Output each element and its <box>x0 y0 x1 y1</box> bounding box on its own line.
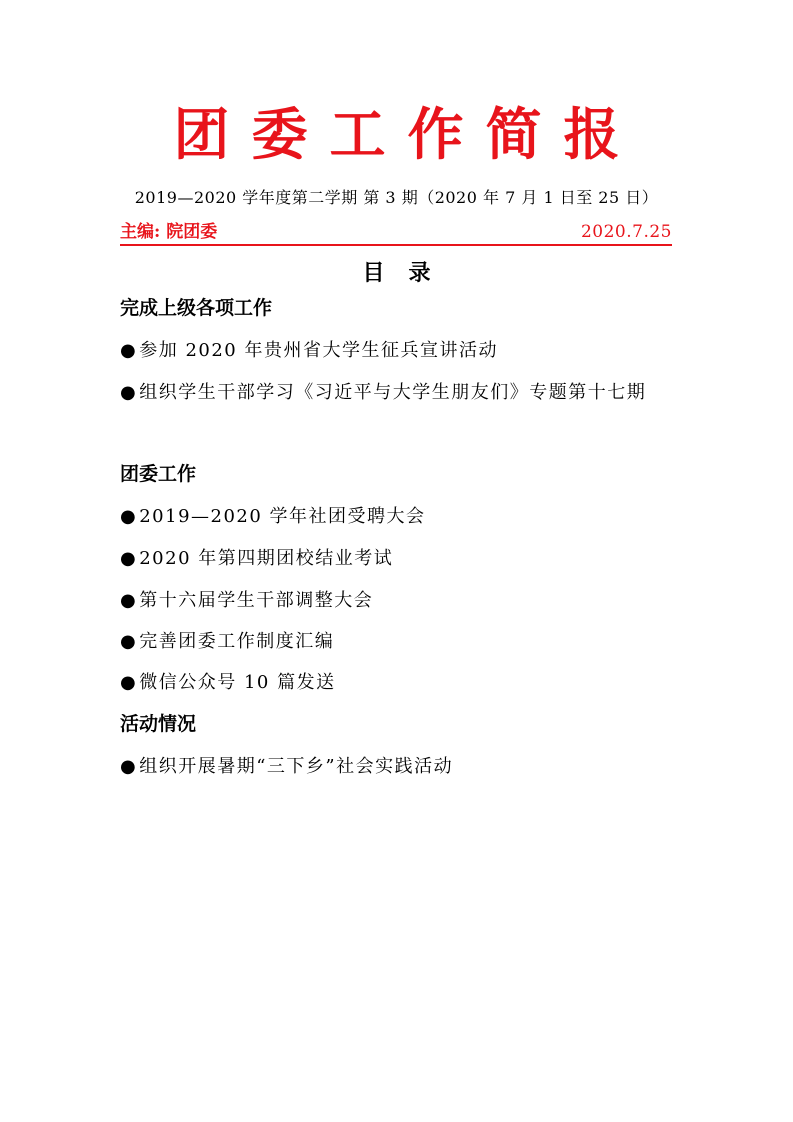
toc-item-text: 2019—2020 学年社团受聘大会 <box>139 506 426 527</box>
bullet-icon: ● <box>120 672 138 693</box>
section-heading-activities: 活动情况 <box>120 713 197 735</box>
issue-line: 2019—2020 学年度第二学期 第 3 期（2020 年 7 月 1 日至 25 日） <box>134 188 659 207</box>
bullet-icon: ● <box>120 631 138 652</box>
toc-item <box>120 621 680 663</box>
issue-date: 2020.7.25 <box>580 222 672 242</box>
bullet-icon: ● <box>120 590 138 611</box>
bullet-icon: ● <box>120 756 138 777</box>
toc-item-text: 组织开展暑期“三下乡”社会实践活动 <box>139 756 454 777</box>
toc-item-text: 完善团委工作制度汇编 <box>139 631 335 652</box>
toc-item <box>120 538 680 580</box>
toc-item-text: 微信公众号 10 篇发送 <box>139 672 336 693</box>
masthead-title: 团委工作简报 <box>173 102 642 168</box>
bullet-icon: ● <box>120 506 138 527</box>
toc-item <box>120 372 680 414</box>
toc-item-text: 组织学生干部学习《习近平与大学生朋友们》专题第十七期 <box>139 382 647 403</box>
toc-item <box>120 662 680 704</box>
toc-item-text: 参加 2020 年贵州省大学生征兵宣讲活动 <box>139 340 498 361</box>
toc-item-text: 2020 年第四期团校结业考试 <box>139 548 394 569</box>
bullet-icon: ● <box>120 548 138 569</box>
section-heading-league-work: 团委工作 <box>120 463 197 485</box>
editor-label: 主编: 院团委 <box>120 222 218 242</box>
toc-item <box>120 746 680 788</box>
section-heading-higher-level: 完成上级各项工作 <box>120 297 273 319</box>
toc-title: 目录 <box>362 260 455 286</box>
toc-item <box>120 580 680 622</box>
toc-item-text: 第十六届学生干部调整大会 <box>139 590 374 611</box>
editor-row <box>120 220 672 246</box>
toc-item <box>120 330 680 372</box>
bullet-icon: ● <box>120 382 138 403</box>
bullet-icon: ● <box>120 340 138 361</box>
toc-item <box>120 496 680 538</box>
